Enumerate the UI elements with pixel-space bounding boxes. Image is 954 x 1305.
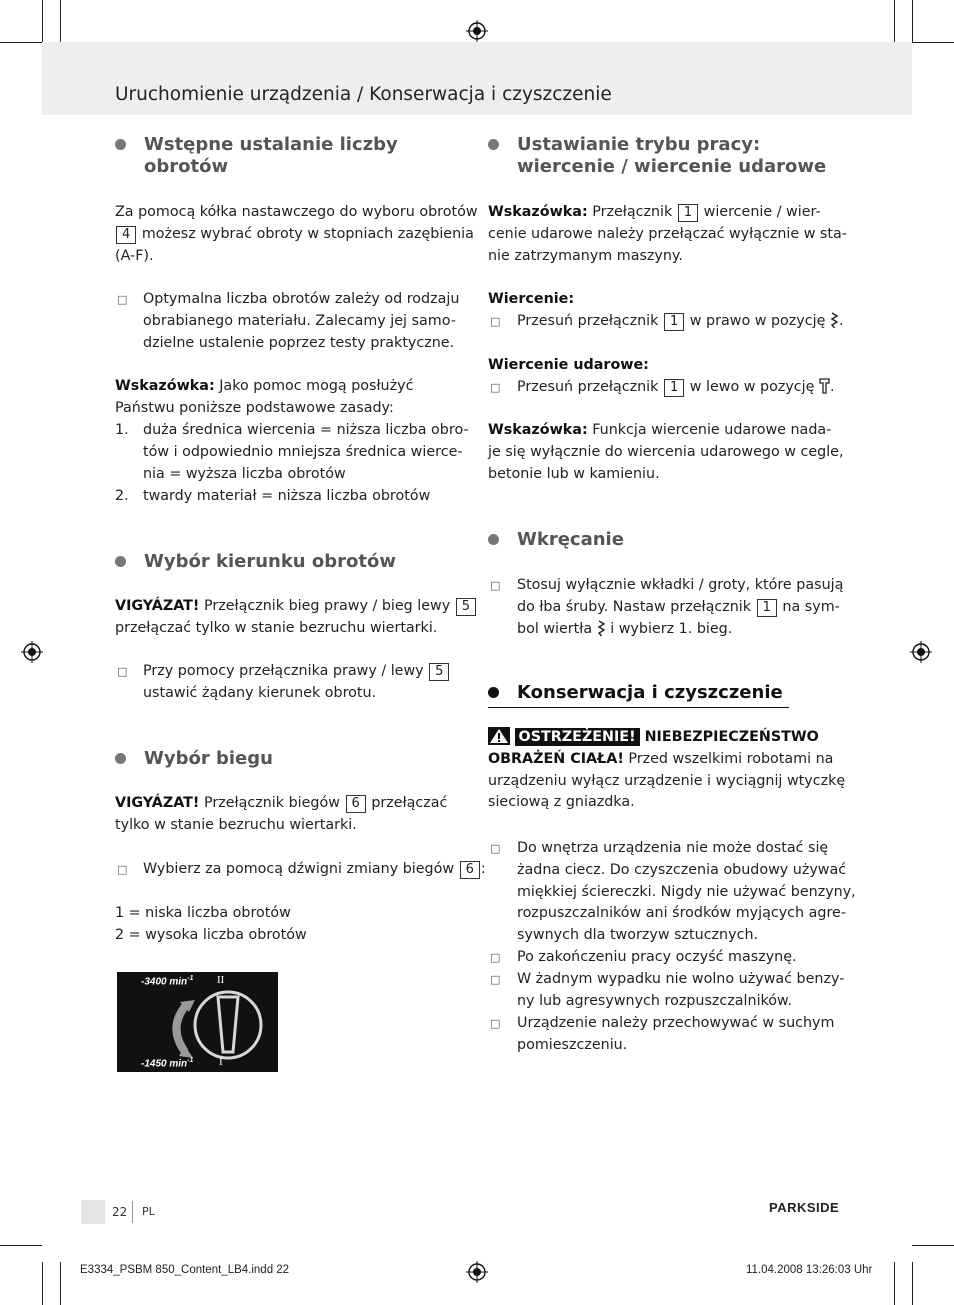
hammer-icon <box>819 378 830 394</box>
ref-box: 5 <box>429 663 449 681</box>
section-heading: Wkręcanie <box>517 529 624 551</box>
crop-mark <box>60 0 61 42</box>
checkbox-bullet-icon: □ <box>490 973 501 986</box>
warning-paragraph: VIGYÁZAT! Przełącznik bieg prawy / bieg lewy 5 przełączać tylko w stanie bezruchu wiertarki. <box>115 596 477 640</box>
crop-mark <box>60 1262 61 1305</box>
list-item: W żadnym wypadku nie wolno używać benzy- ny lub agresywnych rozpuszczalników. <box>517 971 845 1009</box>
paragraph: Za pomocą kółka nastawczego do wyboru obrotów 4 możesz wybrać obroty w stopniach zazębienia (A-F). <box>115 204 478 264</box>
bullet-dot-icon <box>115 139 126 150</box>
slug-timestamp: 11.04.2008 13:26:03 Uhr <box>746 1264 873 1276</box>
section-heading: Wybór kierunku obrotów <box>144 551 396 573</box>
warning-paragraph: OSTRZEŻENIE! NIEBEZPIECZEŃSTWO OBRAŻEŃ CIAŁA! Przed wszelkimi robotami na urządzeniu wyłącz urządzenie i wyciągnij wtyczkę sieciową z gniazdka. <box>488 729 846 811</box>
section-heading: Wstępne ustalanie liczby obrotów <box>144 134 398 178</box>
slug-file-info: E3334_PSBM 850_Content_LB4.indd 22 <box>80 1264 290 1276</box>
language-code: PL <box>142 1205 155 1218</box>
gear-mark-top: II <box>217 974 225 986</box>
list-item: Przesuń przełącznik 1 w lewo w pozycję . <box>517 379 835 395</box>
registration-mark-icon <box>466 20 488 42</box>
list-item: Urządzenie należy przechowywać w suchym pomieszczeniu. <box>517 1015 835 1053</box>
registration-mark-icon <box>21 641 43 663</box>
crop-mark <box>0 1245 42 1246</box>
page-number-marker <box>81 1200 105 1224</box>
page-title: Uruchomienie urządzenia / Konserwacja i czyszczenie <box>115 84 612 105</box>
section-heading: Ustawianie trybu pracy: wiercenie / wiercenie udarowe <box>517 134 826 178</box>
checkbox-bullet-icon: □ <box>117 863 128 876</box>
list-item: Przesuń przełącznik 1 w prawo w pozycję . <box>517 313 844 329</box>
gear-mark-bottom: I <box>219 1056 223 1068</box>
ref-box: 1 <box>664 313 684 331</box>
checkbox-bullet-icon: □ <box>490 579 501 592</box>
warning-triangle-icon <box>488 727 510 745</box>
list-number: 2. <box>115 488 129 504</box>
crop-mark <box>894 1262 895 1305</box>
list-item: Stosuj wyłącznie wkładki / groty, które pasują do łba śruby. Nastaw przełącznik 1 na sym- bol wiertła i wybierz 1. bieg. <box>517 577 844 637</box>
drill-bit-icon <box>830 312 839 328</box>
warning-paragraph: VIGYÁZAT! Przełącznik biegów 6 przełączać tylko w stanie bezruchu wiertarki. <box>115 795 448 833</box>
ref-box: 5 <box>456 598 476 616</box>
list-number: 1. <box>115 422 129 438</box>
crop-mark <box>912 1262 913 1305</box>
speed-label-bottom: -1450 $\min^{-1}$ <box>141 1057 194 1070</box>
crop-mark <box>42 1262 43 1305</box>
crop-mark <box>0 42 42 43</box>
subheading: Wiercenie udarowe: <box>488 357 649 373</box>
gear-legend: 1 = niska liczba obrotów 2 = wysoka liczba obrotów <box>115 905 307 943</box>
checkbox-bullet-icon: □ <box>490 842 501 855</box>
warning-tag: OSTRZEŻENIE! <box>515 728 640 746</box>
speed-label-top: -3400 $\min^{-1}$ <box>141 975 194 988</box>
list-item: duża średnica wiercenia = niższa liczba obro- tów i odpowiednio mniejsza średnica wierce- nia = wyższa liczba obrotów <box>143 422 469 482</box>
footer-divider <box>132 1201 133 1223</box>
registration-mark-icon <box>466 1261 488 1283</box>
bullet-dot-icon <box>488 139 499 150</box>
bullet-dot-icon <box>488 534 499 545</box>
checkbox-bullet-icon: □ <box>117 293 128 306</box>
note: Wskazówka: Funkcja wiercenie udarowe nada- je się wyłącznie do wiercenia udarowego w cegle, betonie lub w kamieniu. <box>488 422 844 482</box>
bullet-dot-icon <box>115 556 126 567</box>
gear-switch-figure <box>117 972 278 1072</box>
checkbox-bullet-icon: □ <box>490 1017 501 1030</box>
heading-underline <box>488 707 789 708</box>
list-item: Przy pomocy przełącznika prawy / lewy 5 ustawić żądany kierunek obrotu. <box>143 661 450 705</box>
checkbox-bullet-icon: □ <box>117 665 128 678</box>
bullet-dot-icon <box>115 753 126 764</box>
list-item: Wybierz za pomocą dźwigni zmiany biegów 6 : <box>143 861 486 877</box>
ref-box: 6 <box>460 861 480 879</box>
checkbox-bullet-icon: □ <box>490 951 501 964</box>
ref-box: 1 <box>664 379 684 397</box>
ref-box: 6 <box>346 795 366 813</box>
section-heading: Konserwacja i czyszczenie <box>517 682 783 704</box>
ref-box: 1 <box>678 204 698 222</box>
page-number: 22 <box>112 1205 128 1219</box>
note: Wskazówka: Przełącznik 1 wiercenie / wier- cenie udarowe należy przełączać wyłącznie w sta- nie zatrzymanym maszyny. <box>488 204 847 264</box>
crop-mark <box>912 0 913 42</box>
list-item: Optymalna liczba obrotów zależy od rodzaju obrabianego materiału. Zalecamy jej samo- dzielne ustalenie poprzez testy praktyczne. <box>143 291 460 351</box>
list-item: Do wnętrza urządzenia nie może dostać się żadna ciecz. Do czyszczenia obudowy używać miękkiej ściereczki. Nigdy nie używać benzyny, rozpuszczalników ani środków myjących agre- sywnych dla tworzyw sztucznych. <box>517 840 856 944</box>
ref-box: 1 <box>757 599 777 617</box>
list-item: Po zakończeniu pracy oczyść maszynę. <box>517 949 797 965</box>
brand-logo: PARKSIDE <box>769 1200 840 1215</box>
bullet-dot-icon <box>488 687 499 698</box>
crop-mark <box>912 42 954 43</box>
list-item: twardy materiał = niższa liczba obrotów <box>143 488 431 504</box>
crop-mark <box>42 0 43 42</box>
drill-bit-icon <box>597 620 606 636</box>
section-heading: Wybór biegu <box>144 748 273 770</box>
checkbox-bullet-icon: □ <box>490 315 501 328</box>
crop-mark <box>894 0 895 42</box>
ref-box: 4 <box>116 226 136 244</box>
crop-mark <box>912 1245 954 1246</box>
checkbox-bullet-icon: □ <box>490 381 501 394</box>
note: Wskazówka: Jako pomoc mogą posłużyć Państwu poniższe podstawowe zasady: <box>115 378 414 416</box>
registration-mark-icon <box>910 641 932 663</box>
subheading: Wiercenie: <box>488 291 575 307</box>
